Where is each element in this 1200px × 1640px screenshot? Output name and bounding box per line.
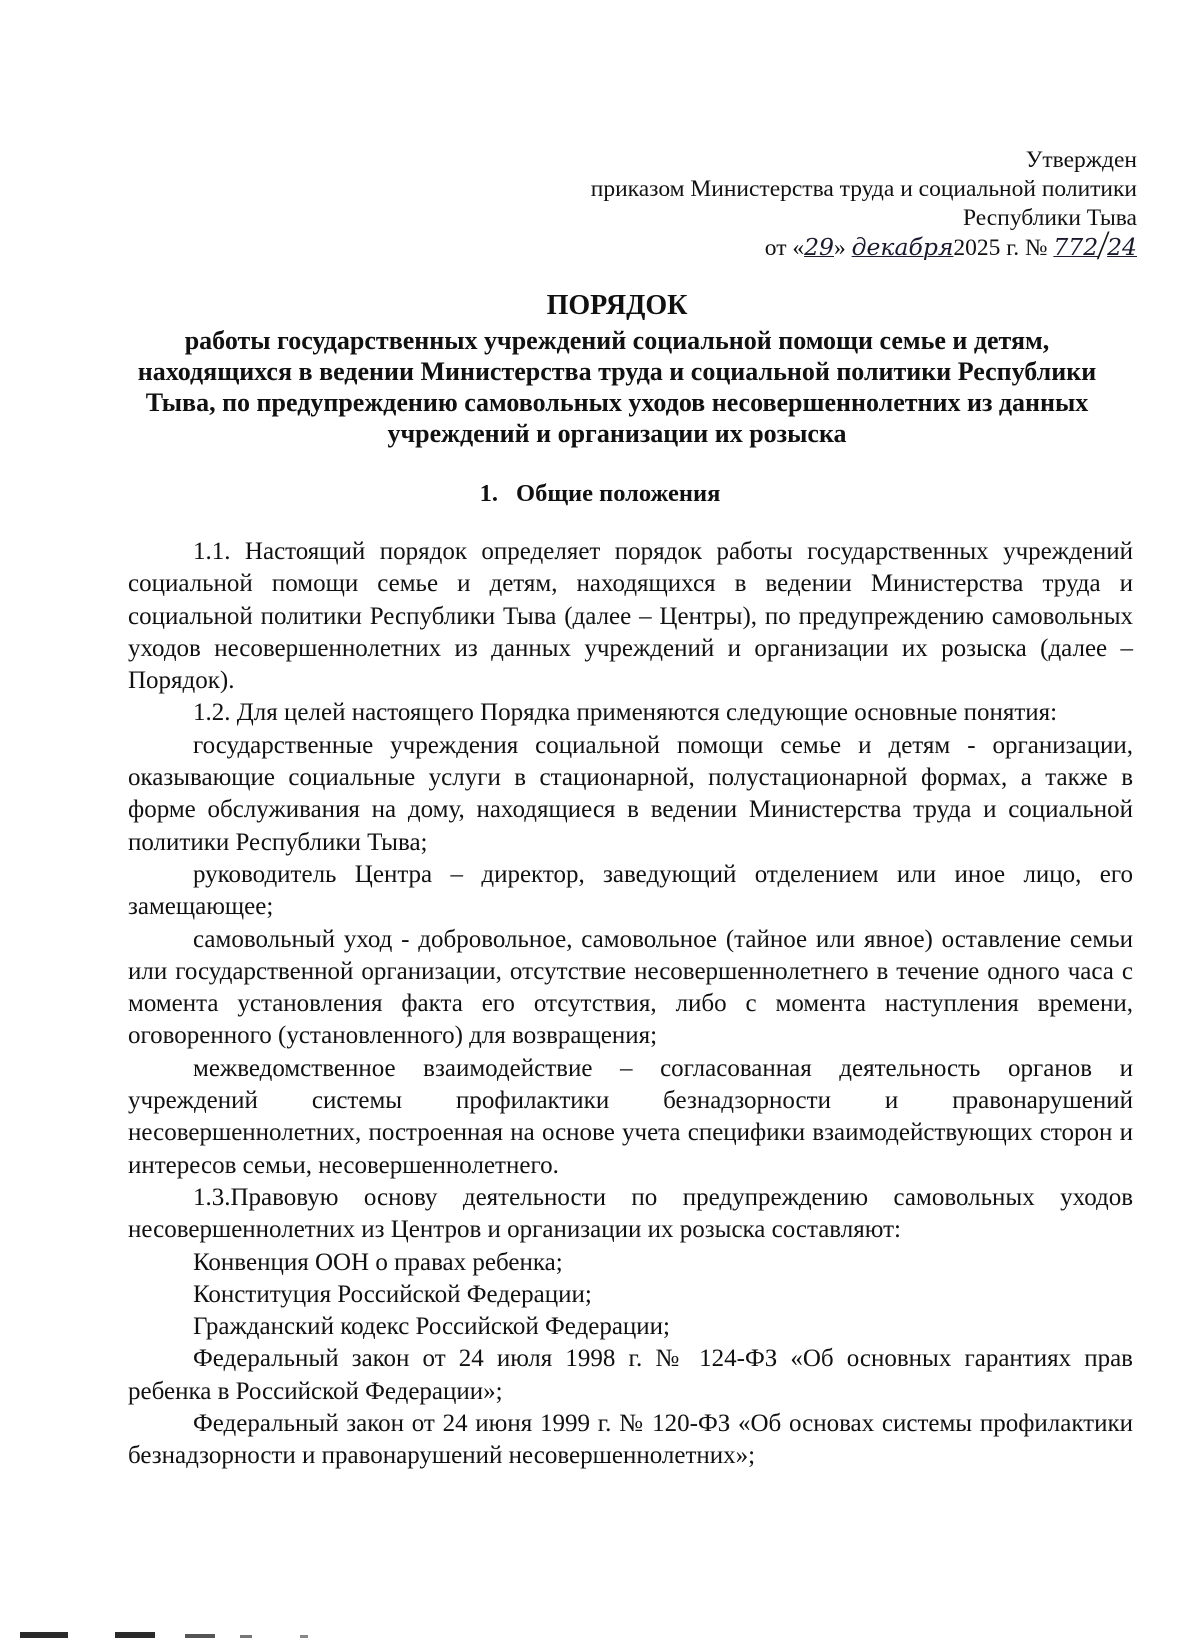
section-title: Общие положения [516,480,721,507]
date-prefix: от « [764,235,805,261]
approval-line-republic: Республики Тыва [963,205,1137,231]
paragraph-1-3: 1.3.Правовую основу деятельности по предупреждению самовольных уходов несовершеннолетних из Центров и организации их розыска составляют: [128,1183,1133,1244]
paragraph-1-2: 1.2. Для целей настоящего Порядка применяются следующие основные понятия: [193,699,1058,727]
paragraph-1-1: 1.1. Настоящий порядок определяет порядок работы государственных учреждений социальной помощи семье и детям, находящихся в ведении Министерства труда и социальной политики Республики Тыва (далее – Центры), по предупреждению самовольных уходов несовершеннолетних из данных учреждений и организации их розыска (далее – Порядок). [128,538,1133,695]
definition-center-head: руководитель Центра – директор, заведующий отделением или иное лицо, его замещающее; [128,860,1133,921]
document-title [110,290,1124,449]
legal-basis-item: Конституция Российской Федерации; [193,1280,592,1308]
date-month-handwritten: декабря [851,233,954,261]
title-line-4: учреждений и организации их розыска [387,419,847,448]
approval-date-line [591,220,1137,268]
approval-stamp [590,146,1137,268]
slash-mark: / [1098,220,1108,268]
definition-state-institutions: государственные учреждения социальной помощи семье и детям - организации, оказывающие социальные услуги в стационарной, полустационарной формах, а также в форме обслуживания на дому, находящиеся в ведении Министерства труда и социальной политики Республики Тыва; [128,731,1133,856]
date-day-handwritten: 29 [804,233,834,261]
date-year: 2025 г. № [953,235,1054,261]
legal-basis-item: Федеральный закон от 24 июля 1998 г. № 124-ФЗ «Об основных гарантиях прав ребенка в Российской Федерации»; [128,1345,1133,1405]
order-number-suffix-handwritten: 24 [1107,233,1137,261]
legal-basis-item: Гражданский кодекс Российской Федерации; [193,1313,671,1341]
title-line-1: работы государственных учреждений социальной помощи семье и детям, [184,326,1050,355]
legal-basis-item: Конвенция ООН о правах ребенка; [193,1248,563,1276]
title-line-2: находящихся в ведении Министерства труда и социальной политики Республики [137,357,1097,386]
section-heading [0,480,1200,508]
approval-line-order: приказом Министерства труда и социальной политики [590,176,1137,202]
section-number: 1. [479,480,499,507]
scan-artifacts [0,1620,1200,1640]
document-body [128,536,1133,1473]
date-separator: » [834,235,852,261]
title-main: ПОРЯДОК [546,290,688,321]
legal-basis-item: Федеральный закон от 24 июня 1999 г. № 120-ФЗ «Об основах системы профилактики безнадзорности и правонарушений несовершеннолетних»; [128,1410,1133,1470]
definition-interagency-cooperation: межведомственное взаимодействие – согласованная деятельность органов и учреждений системы профилактики безнадзорности и правонарушений несовершеннолетних, построенная на основе учета специфики взаимодействующих сторон и интересов семьи, несовершеннолетнего. [128,1054,1133,1179]
approval-line-approved: Утвержден [1025,147,1137,173]
order-number-handwritten: 772 [1053,233,1099,261]
title-line-3: Тыва, по предупреждению самовольных уходов несовершеннолетних из данных [145,388,1089,417]
definition-unauthorized-leave: самовольный уход - добровольное, самовольное (тайное или явное) оставление семьи или государственной организации, отсутствие несовершеннолетнего в течение одного часа с момента установления факта его отсутствия, либо с момента наступления времени, оговоренного (установленного) для возвращения; [128,925,1133,1050]
